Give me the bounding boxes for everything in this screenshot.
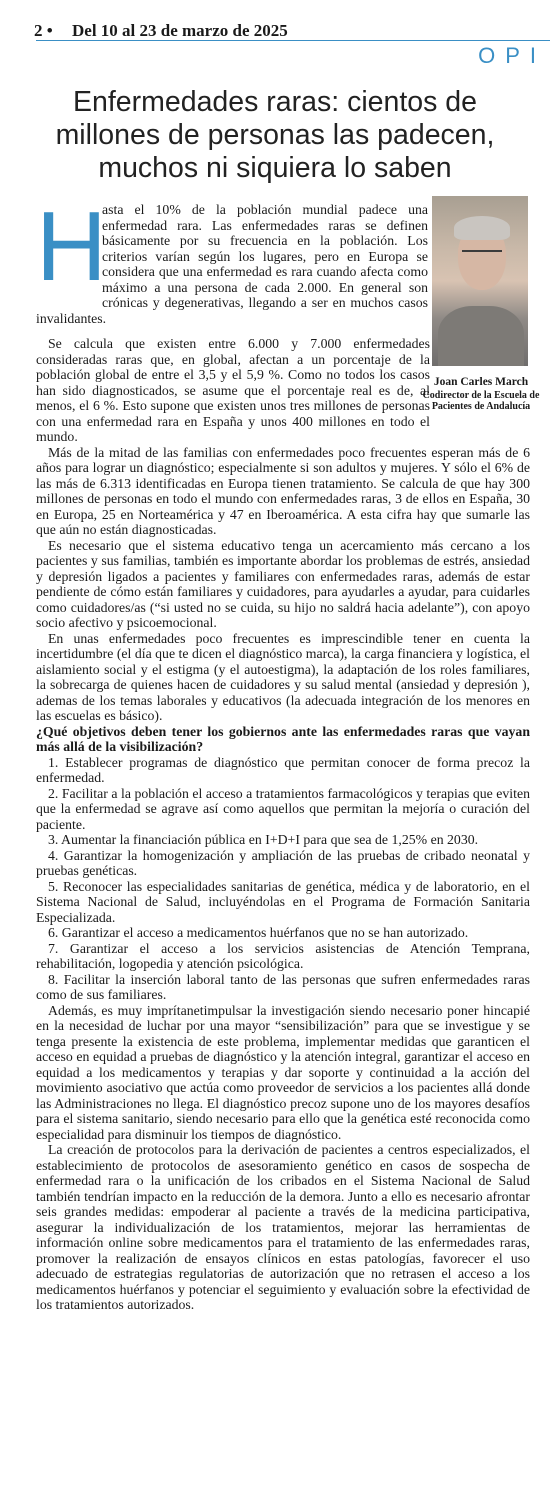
drop-cap: H bbox=[36, 191, 107, 301]
objective-item: 7. Garantizar el acceso a los servicios asistencias de Atención Temprana, rehabilitación, logopedia y atención psicológica. bbox=[36, 940, 530, 971]
body-paragraph: Es necesario que el sistema educativo tenga un acercamiento más cercano a los pacientes y sus familias, también es importante abordar los problemas de estrés, ansiedad y depresión ligados a pacientes y familiares con enfermedades raras, además de estar pendiente de cómo están familiares y cuidadores, para ayudarles a ayudar, para cuidarles como cuidadores/as (“si usted no se cuida, su hijo no saldrá hacia adelante”), con apoyo socio afectivo y psicoemocional. bbox=[36, 537, 530, 630]
objective-item: 4. Garantizar la homogenización y ampliación de las pruebas de cribado neonatal y pruebas genéticas. bbox=[36, 847, 530, 878]
issue-date: Del 10 al 23 de marzo de 2025 bbox=[72, 21, 288, 40]
objective-item: 3. Aumentar la financiación pública en I+D+I para que sea de 1,25% en 2030. bbox=[48, 832, 479, 847]
body-paragraph: Se calcula que existen entre 6.000 y 7.000 enfermedades consideradas raras que, en global, afectan a un porcentaje de la población global de entre el 3,5 y el 5,9 %. Como no todos los casos han sido diagnosticados, se asume que el porcentaje real es de, al menos, el 6 %. Esto supone que existen unos tres millones de personas con una enfermedad rara en España y unos 400 millones en todo el mundo. bbox=[36, 336, 430, 444]
objective-item: 6. Garantizar el acceso a medicamentos huérfanos que no se han autorizado. bbox=[48, 925, 469, 940]
objective-item: 8. Facilitar la inserción laboral tanto de las personas que sufren enfermedades raras como de sus familiares. bbox=[36, 971, 530, 1002]
headline bbox=[0, 86, 550, 185]
lead-paragraph: asta el 10% de la población mundial padece una enfermedad rara. Las enfermedades raras se definen básicamente por su frecuencia en la población. Los criterios varían según los lugares, pero en Europa se considera que una enfermedad es rara cuando afecta como máximo a una persona de cada 2.000. En general son crónicas y degenerativas, llegando a ser en muchos casos invalidantes. bbox=[36, 202, 428, 326]
body-paragraph: Más de la mitad de las familias con enfermedades poco frecuentes esperan más de 6 años para lograr un diagnóstico; especialmente si son adultos y mujeres. Y sólo el 6% de las más de 6.313 identificadas en Europa tienen tratamiento. Se calcula de que hay 300 millones de personas en todo el mundo con enfermedades raras, 3 de ellos en España, 30 en Europa, 25 en Norteamérica y 47 en Iberoamérica. A esta cifra hay que sumarle las que aún no están diagnosticadas. bbox=[36, 444, 530, 537]
headline-line: millones de personas las padecen, bbox=[55, 119, 495, 151]
article-lead bbox=[36, 191, 530, 326]
body-paragraph: Además, es muy imprítanetimpulsar la investigación siendo necesario poner hincapié en la necesidad de luchar por una mayor “sensibilización” para que se investigue y se tenga presente la existencia de este problema, implementar medidas que garanticen el acceso en equidad a pruebas de diagnóstico y la atención integral, garantizar el acceso en equidad a los medicamentos y terapias y dar soporte y continuidad a la acción del movimiento asociativo que actúa como proveedor de servicios a los pacientes allá donde las Administraciones no llega. El diagnóstico precoz supone uno de los mayores desafíos para el sistema sanitario, siendo necesario para ello que la genética esté reconocida como especialidad para disminuir los tiempos de diagnóstico. bbox=[36, 1002, 530, 1142]
author-name: Joan Carles March bbox=[433, 376, 529, 388]
headline-line: muchos ni siquiera lo saben bbox=[98, 152, 452, 184]
body-paragraph: En unas enfermedades poco frecuentes es imprescindible tener en cuenta la incertidumbre (el día que te dicen el diagnóstico marca), la carga financiera y logística, el aislamiento social y el estigma (y el autoestigma), la adaptación de los roles familiares, la sobrecarga de quienes hacen de cuidadores y su salud mental (ansiedad y depresión ), ademas de los temas laborales y educativos (la adecuada integración de los menores en las escuelas es básico). bbox=[36, 630, 530, 723]
page-header bbox=[0, 0, 550, 68]
section-label: OPI bbox=[478, 43, 546, 68]
author-role: Codirector de la Escuela de Pacientes de Andalucía bbox=[422, 390, 540, 412]
article-body bbox=[36, 336, 530, 1313]
body-paragraph: La creación de protocolos para la derivación de pacientes a centros especializados, el establecimiento de protocolos de asesoramiento genético en casos de sospecha de enfermedad rara o la unificación de los cribados en el Sistema Nacional de Salud también tendrían impacto en la reducción de la demora. Junto a ello es necesario afrontar seis grandes medidas: empoderar al paciente a través de la medicina participativa, asegurar la individualización de los tratamientos, mejorar las herramientas de información online sobre medicamentos para el tratamiento de las enfermedades raras, promover la realización de ensayos clínicos en estas patologías, favorecer el uso adecuado de estrategias regulatorias de autorización que no retrasen el acceso a los medicamentos huérfanos y potenciar el seguimiento y evaluación sobre la efectividad de los tratamientos autorizados. bbox=[36, 1142, 530, 1312]
objective-item: 5. Reconocer las especialidades sanitarias de genética, médica y de laboratorio, en el Sistema Nacional de Salud, incluyéndolas en el Programa de Formación Sanitaria Especializada. bbox=[36, 878, 530, 925]
headline-line: Enfermedades raras: cientos de bbox=[73, 86, 477, 118]
page-number: 2 • bbox=[34, 21, 53, 40]
objective-item: 2. Facilitar a la población el acceso a tratamientos farmacológicos y terapias que eviten que la enfermedad se agrave así como aquellos que permitan la mejoría o curación del paciente. bbox=[36, 785, 530, 832]
objective-item: 1. Establecer programas de diagnóstico que permitan conocer de forma precoz la enfermedad. bbox=[36, 754, 530, 785]
section-rule bbox=[36, 40, 550, 41]
question-heading: ¿Qué objetivos deben tener los gobiernos ante las enfermedades raras que vayan más allá de la visibilización? bbox=[36, 723, 530, 754]
